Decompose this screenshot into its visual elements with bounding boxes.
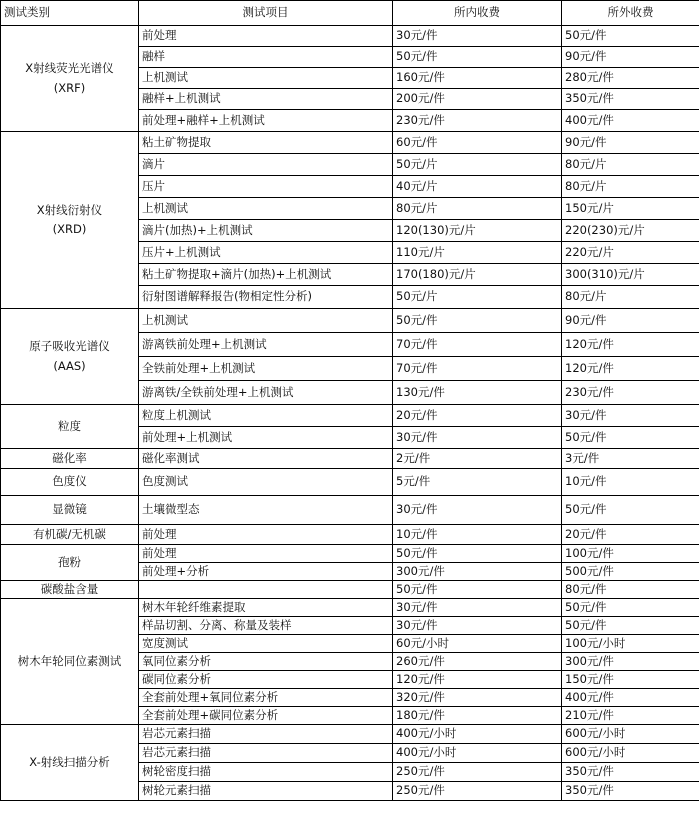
internal-fee-cell: 260元/件 bbox=[393, 653, 562, 671]
external-fee-cell: 300(310)元/片 bbox=[562, 264, 699, 286]
internal-fee-cell: 50元/件 bbox=[393, 581, 562, 599]
category-name: X射线衍射仪 bbox=[36, 202, 103, 217]
fee-table-body bbox=[1, 26, 699, 801]
internal-fee-cell: 60元/件 bbox=[393, 132, 562, 154]
internal-fee-cell: 40元/片 bbox=[393, 176, 562, 198]
category-cell bbox=[1, 469, 139, 496]
category-cell bbox=[1, 496, 139, 525]
internal-fee-cell: 110元/片 bbox=[393, 242, 562, 264]
external-fee-cell: 50元/件 bbox=[562, 599, 699, 617]
internal-fee-cell: 60元/小时 bbox=[393, 635, 562, 653]
category-cell bbox=[1, 725, 139, 801]
table-row bbox=[1, 496, 699, 525]
category-cell bbox=[1, 309, 139, 405]
test-item-cell: 前处理 bbox=[139, 26, 393, 47]
internal-fee-cell: 250元/件 bbox=[393, 763, 562, 782]
test-item-cell: 滴片 bbox=[139, 154, 393, 176]
header-internal-fee: 所内收费 bbox=[393, 1, 562, 26]
table-row bbox=[1, 469, 699, 496]
category-name: X-射线扫描分析 bbox=[29, 754, 110, 769]
test-item-cell: 宽度测试 bbox=[139, 635, 393, 653]
table-row bbox=[1, 405, 699, 427]
external-fee-cell: 80元/件 bbox=[562, 581, 699, 599]
external-fee-cell: 90元/件 bbox=[562, 132, 699, 154]
table-row bbox=[1, 599, 699, 617]
external-fee-cell: 80元/片 bbox=[562, 154, 699, 176]
test-item-cell: 压片 bbox=[139, 176, 393, 198]
internal-fee-cell: 170(180)元/片 bbox=[393, 264, 562, 286]
test-item-cell: 前处理+融样+上机测试 bbox=[139, 110, 393, 132]
internal-fee-cell: 50元/件 bbox=[393, 309, 562, 333]
table-row bbox=[1, 725, 699, 744]
test-item-cell: 碳同位素分析 bbox=[139, 671, 393, 689]
test-item-cell: 上机测试 bbox=[139, 309, 393, 333]
external-fee-cell: 50元/件 bbox=[562, 427, 699, 449]
internal-fee-cell: 10元/件 bbox=[393, 525, 562, 545]
test-item-cell bbox=[139, 581, 393, 599]
header-external-fee: 所外收费 bbox=[562, 1, 699, 26]
internal-fee-cell: 230元/件 bbox=[393, 110, 562, 132]
external-fee-cell: 50元/件 bbox=[562, 26, 699, 47]
internal-fee-cell: 300元/件 bbox=[393, 563, 562, 581]
external-fee-cell: 80元/片 bbox=[562, 286, 699, 309]
test-item-cell: 粘土矿物提取+滴片(加热)+上机测试 bbox=[139, 264, 393, 286]
internal-fee-cell: 160元/件 bbox=[393, 68, 562, 89]
table-row bbox=[1, 581, 699, 599]
table-row bbox=[1, 449, 699, 469]
external-fee-cell: 90元/件 bbox=[562, 309, 699, 333]
test-item-cell: 岩芯元素扫描 bbox=[139, 725, 393, 744]
external-fee-cell: 220元/片 bbox=[562, 242, 699, 264]
internal-fee-cell: 5元/件 bbox=[393, 469, 562, 496]
external-fee-cell: 230元/件 bbox=[562, 381, 699, 405]
external-fee-cell: 350元/件 bbox=[562, 89, 699, 110]
internal-fee-cell: 250元/件 bbox=[393, 782, 562, 801]
internal-fee-cell: 30元/件 bbox=[393, 496, 562, 525]
category-name: 树木年轮同位素测试 bbox=[17, 653, 122, 668]
test-item-cell: 土壤微型态 bbox=[139, 496, 393, 525]
external-fee-cell: 120元/件 bbox=[562, 333, 699, 357]
test-item-cell: 粘土矿物提取 bbox=[139, 132, 393, 154]
category-name: 有机碳/无机碳 bbox=[33, 526, 106, 541]
external-fee-cell: 400元/件 bbox=[562, 689, 699, 707]
test-item-cell: 岩芯元素扫描 bbox=[139, 744, 393, 763]
category-cell bbox=[1, 599, 139, 725]
test-item-cell: 融样+上机测试 bbox=[139, 89, 393, 110]
test-item-cell: 粒度上机测试 bbox=[139, 405, 393, 427]
internal-fee-cell: 30元/件 bbox=[393, 617, 562, 635]
test-item-cell: 衍射图谱解释报告(物相定性分析) bbox=[139, 286, 393, 309]
test-item-cell: 前处理+上机测试 bbox=[139, 427, 393, 449]
category-cell bbox=[1, 581, 139, 599]
category-cell bbox=[1, 405, 139, 449]
test-item-cell: 上机测试 bbox=[139, 68, 393, 89]
table-row bbox=[1, 525, 699, 545]
test-item-cell: 全套前处理+碳同位素分析 bbox=[139, 707, 393, 725]
test-item-cell: 游离铁/全铁前处理+上机测试 bbox=[139, 381, 393, 405]
category-cell bbox=[1, 132, 139, 309]
test-item-cell: 游离铁前处理+上机测试 bbox=[139, 333, 393, 357]
external-fee-cell: 50元/件 bbox=[562, 617, 699, 635]
internal-fee-cell: 320元/件 bbox=[393, 689, 562, 707]
category-name: X射线荧光光谱仪 bbox=[25, 61, 114, 76]
table-row bbox=[1, 132, 699, 154]
external-fee-cell: 350元/件 bbox=[562, 782, 699, 801]
external-fee-cell: 150元/件 bbox=[562, 671, 699, 689]
test-item-cell: 前处理+分析 bbox=[139, 563, 393, 581]
category-name: 粒度 bbox=[58, 418, 81, 433]
category-name: 磁化率 bbox=[52, 450, 87, 465]
header-category: 测试类别 bbox=[1, 1, 139, 26]
test-item-cell: 氧同位素分析 bbox=[139, 653, 393, 671]
internal-fee-cell: 2元/件 bbox=[393, 449, 562, 469]
external-fee-cell: 150元/片 bbox=[562, 198, 699, 220]
test-item-cell: 前处理 bbox=[139, 525, 393, 545]
category-name: 孢粉 bbox=[58, 554, 81, 569]
internal-fee-cell: 200元/件 bbox=[393, 89, 562, 110]
external-fee-cell: 3元/件 bbox=[562, 449, 699, 469]
test-item-cell: 树轮元素扫描 bbox=[139, 782, 393, 801]
external-fee-cell: 80元/片 bbox=[562, 176, 699, 198]
test-item-cell: 前处理 bbox=[139, 545, 393, 563]
external-fee-cell: 350元/件 bbox=[562, 763, 699, 782]
external-fee-cell: 30元/件 bbox=[562, 405, 699, 427]
internal-fee-cell: 20元/件 bbox=[393, 405, 562, 427]
external-fee-cell: 400元/件 bbox=[562, 110, 699, 132]
internal-fee-cell: 70元/件 bbox=[393, 357, 562, 381]
category-name: 色度仪 bbox=[52, 474, 87, 489]
internal-fee-cell: 70元/件 bbox=[393, 333, 562, 357]
internal-fee-cell: 180元/件 bbox=[393, 707, 562, 725]
category-name: 碳酸盐含量 bbox=[40, 581, 99, 596]
test-item-cell: 磁化率测试 bbox=[139, 449, 393, 469]
external-fee-cell: 280元/件 bbox=[562, 68, 699, 89]
internal-fee-cell: 50元/片 bbox=[393, 286, 562, 309]
external-fee-cell: 100元/小时 bbox=[562, 635, 699, 653]
external-fee-cell: 600元/小时 bbox=[562, 744, 699, 763]
category-cell bbox=[1, 525, 139, 545]
category-cell bbox=[1, 545, 139, 581]
external-fee-cell: 50元/件 bbox=[562, 496, 699, 525]
internal-fee-cell: 50元/件 bbox=[393, 545, 562, 563]
test-item-cell: 样品切割、分离、称量及装样 bbox=[139, 617, 393, 635]
internal-fee-cell: 120(130)元/片 bbox=[393, 220, 562, 242]
external-fee-cell: 20元/件 bbox=[562, 525, 699, 545]
external-fee-cell: 300元/件 bbox=[562, 653, 699, 671]
internal-fee-cell: 400元/小时 bbox=[393, 725, 562, 744]
category-cell bbox=[1, 26, 139, 132]
category-cell bbox=[1, 449, 139, 469]
test-item-cell: 压片+上机测试 bbox=[139, 242, 393, 264]
category-abbreviation: (XRF) bbox=[53, 80, 86, 95]
internal-fee-cell: 80元/片 bbox=[393, 198, 562, 220]
internal-fee-cell: 30元/件 bbox=[393, 26, 562, 47]
header-item: 测试项目 bbox=[139, 1, 393, 26]
header-row bbox=[1, 1, 699, 26]
table-row bbox=[1, 309, 699, 333]
internal-fee-cell: 50元/件 bbox=[393, 47, 562, 68]
internal-fee-cell: 50元/片 bbox=[393, 154, 562, 176]
external-fee-cell: 10元/件 bbox=[562, 469, 699, 496]
external-fee-cell: 100元/件 bbox=[562, 545, 699, 563]
test-item-cell: 树轮密度扫描 bbox=[139, 763, 393, 782]
category-name: 显微镜 bbox=[52, 502, 87, 517]
internal-fee-cell: 120元/件 bbox=[393, 671, 562, 689]
internal-fee-cell: 30元/件 bbox=[393, 599, 562, 617]
external-fee-cell: 220(230)元/片 bbox=[562, 220, 699, 242]
table-row bbox=[1, 545, 699, 563]
test-item-cell: 全铁前处理+上机测试 bbox=[139, 357, 393, 381]
internal-fee-cell: 400元/小时 bbox=[393, 744, 562, 763]
external-fee-cell: 120元/件 bbox=[562, 357, 699, 381]
table-row bbox=[1, 26, 699, 47]
test-item-cell: 滴片(加热)+上机测试 bbox=[139, 220, 393, 242]
internal-fee-cell: 130元/件 bbox=[393, 381, 562, 405]
external-fee-cell: 500元/件 bbox=[562, 563, 699, 581]
test-item-cell: 融样 bbox=[139, 47, 393, 68]
category-abbreviation: (AAS) bbox=[53, 358, 86, 373]
test-item-cell: 树木年轮纤维素提取 bbox=[139, 599, 393, 617]
category-abbreviation: (XRD) bbox=[52, 222, 87, 236]
test-item-cell: 色度测试 bbox=[139, 469, 393, 496]
test-item-cell: 上机测试 bbox=[139, 198, 393, 220]
category-name: 原子吸收光谱仪 bbox=[29, 339, 110, 354]
external-fee-cell: 210元/件 bbox=[562, 707, 699, 725]
external-fee-cell: 90元/件 bbox=[562, 47, 699, 68]
external-fee-cell: 600元/小时 bbox=[562, 725, 699, 744]
test-item-cell: 全套前处理+氧同位素分析 bbox=[139, 689, 393, 707]
internal-fee-cell: 30元/件 bbox=[393, 427, 562, 449]
